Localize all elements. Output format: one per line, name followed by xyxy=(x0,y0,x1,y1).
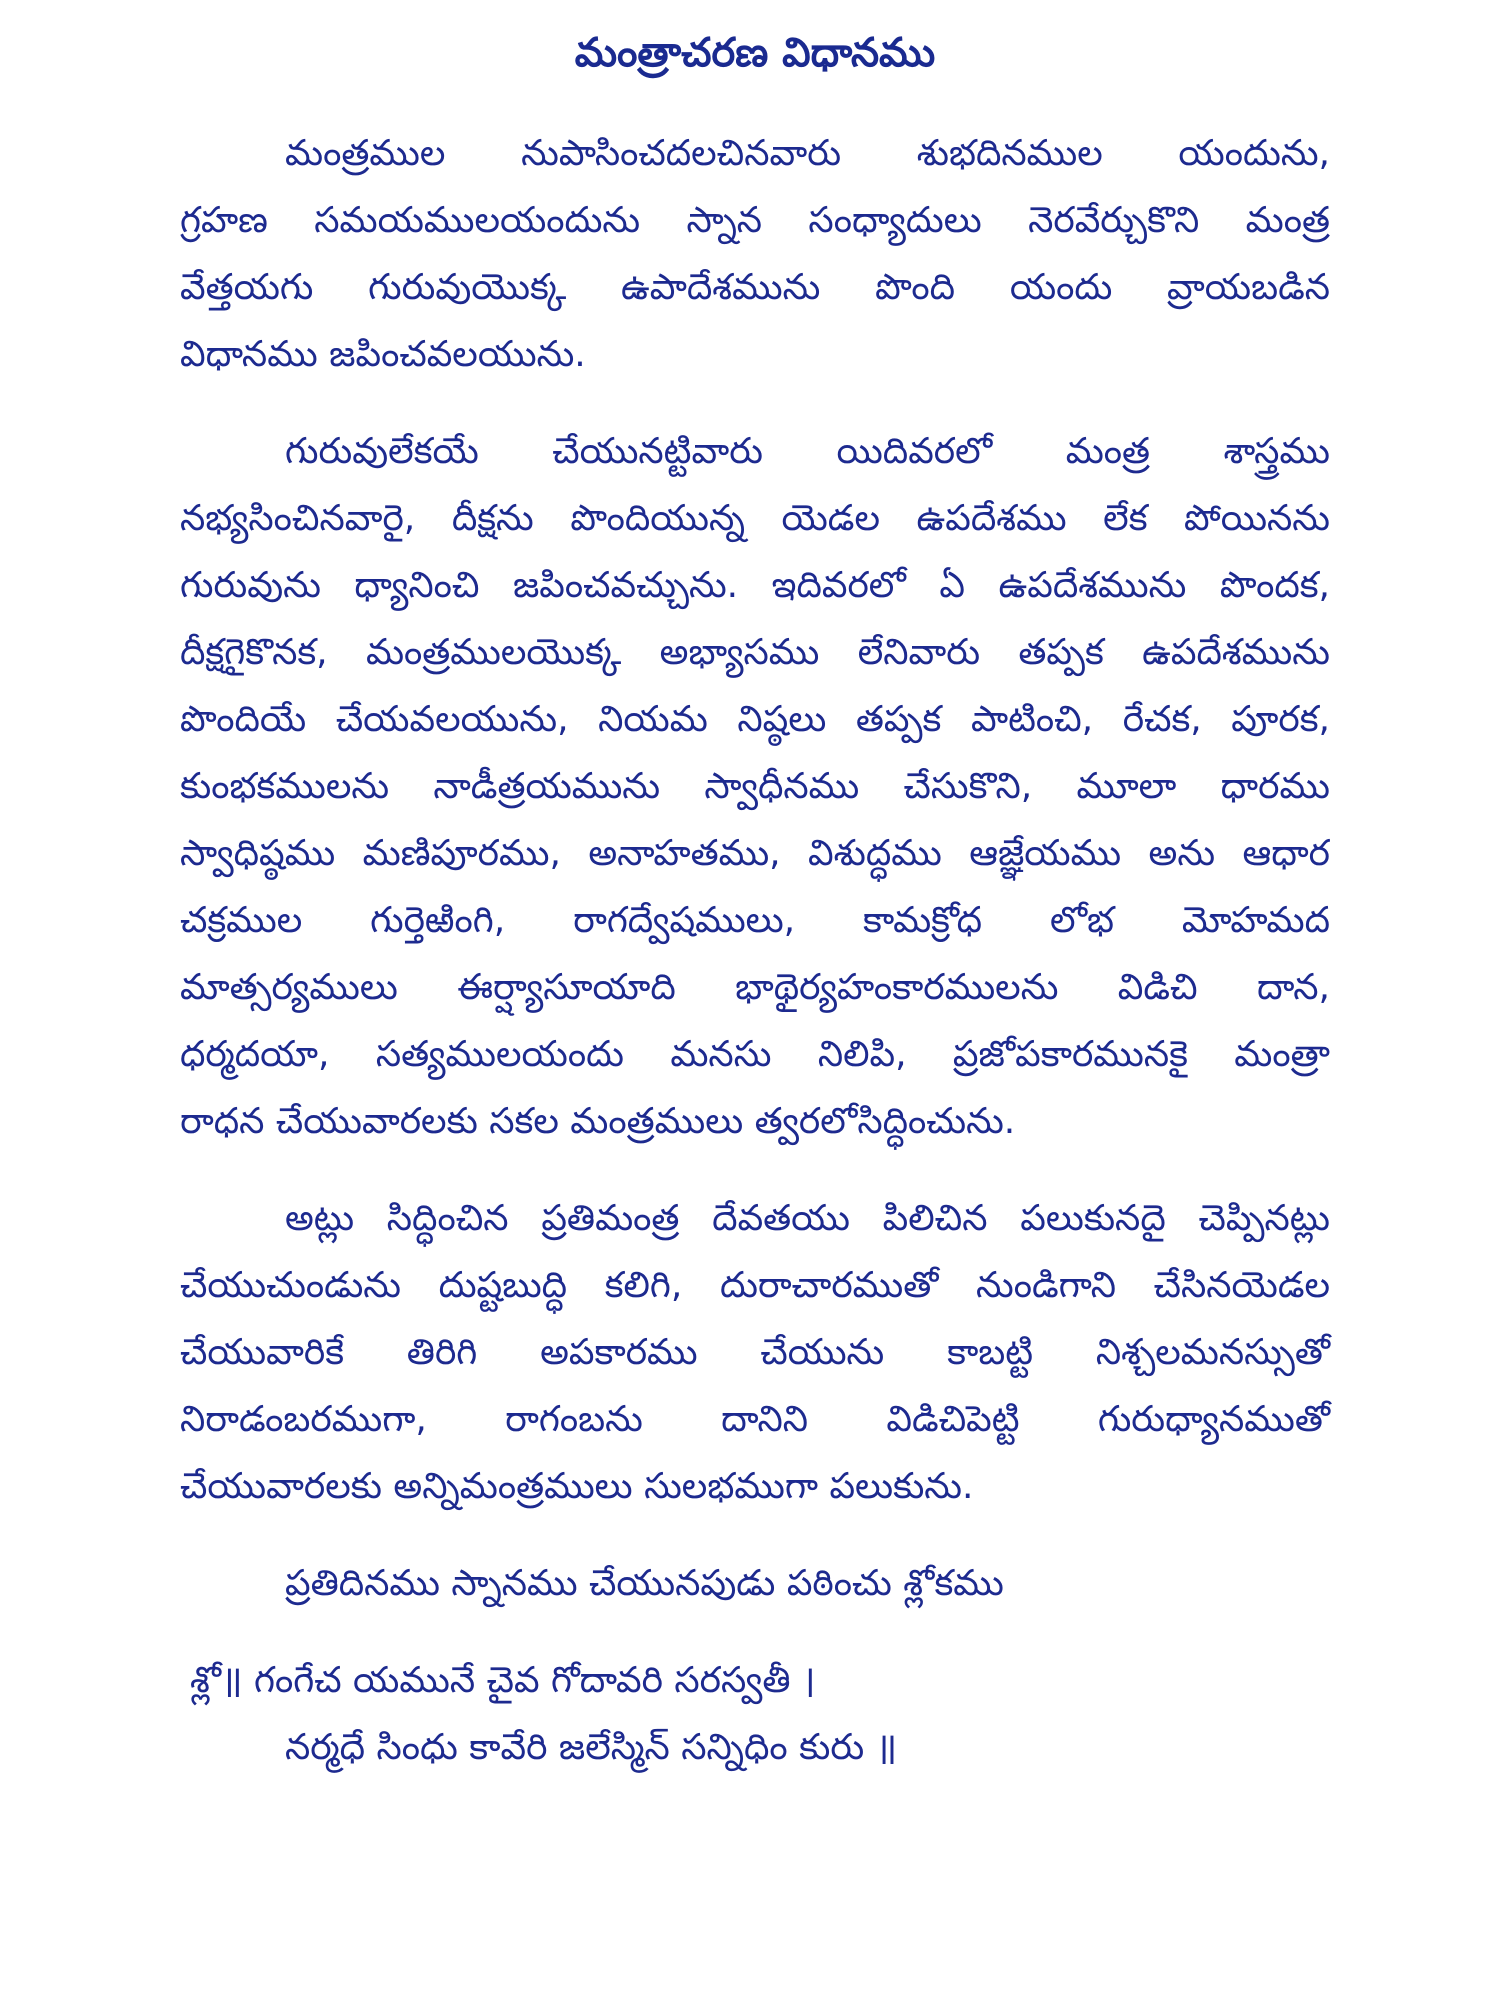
paragraph-line: చేయుచుండును దుష్టబుద్ధి కలిగి, దురాచారముతో నుండిగాని చేసినయెడల xyxy=(180,1265,1330,1306)
paragraph-line: ప్రతిదినము స్నానము చేయునపుడు పఠించు శ్లోకము xyxy=(285,1563,1004,1604)
sloka-verse xyxy=(180,1647,1330,1781)
paragraph-4 xyxy=(180,1550,1330,1617)
paragraph-line: విధానము జపించవలయును. xyxy=(180,334,586,375)
paragraph-line: చక్రముల గుర్తెఱింగి, రాగద్వేషములు, కామక్రోధ లోభ మోహమద xyxy=(180,900,1330,941)
paragraph-line: స్వాధిష్ఠము మణిపూరము, అనాహతము, విశుద్ధము ఆజ్ఞేయము అను ఆధార xyxy=(180,833,1330,874)
paragraph-line: మంత్రముల నుపాసించదలచినవారు శుభదినముల యందును, xyxy=(285,133,1330,174)
paragraph-line: చేయువారికే తిరిగి అపకారము చేయును కాబట్టి నిశ్చలమనస్సుతో xyxy=(180,1332,1330,1373)
paragraph-line: దీక్షగైకొనక, మంత్రములయొక్క అభ్యాసము లేనివారు తప్పక ఉపదేశమును xyxy=(180,632,1330,673)
paragraph-line: నిరాడంబరముగా, రాగంబను దానిని విడిచిపెట్టి గురుధ్యానముతో xyxy=(180,1399,1330,1440)
paragraph-line: పొందియే చేయవలయును, నియమ నిష్ఠలు తప్పక పాటించి, రేచక, పూరక, xyxy=(180,699,1330,740)
paragraph-1 xyxy=(180,120,1330,388)
paragraph-line: ధర్మదయా, సత్యములయందు మనసు నిలిపి, ప్రజోపకారమునకై మంత్రా xyxy=(180,1034,1330,1075)
paragraph-line: అట్లు సిద్ధించిన ప్రతిమంత్ర దేవతయు పిలిచిన పలుకునదై చెప్పినట్లు xyxy=(285,1198,1330,1239)
sloka-line-1: శ్లో॥ గంగేచ యమునే చైవ గోదావరి సరస్వతీ । xyxy=(190,1660,816,1701)
sloka-line-2: నర్మధే సింధు కావేరి జలేస్మిన్ సన్నిధిం కురు ॥ xyxy=(285,1727,898,1768)
paragraph-line: గురువును ధ్యానించి జపించవచ్చును. ఇదివరలో ఏ ఉపదేశమును పొందక, xyxy=(180,565,1330,606)
paragraph-line: కుంభకములను నాడీత్రయమును స్వాధీనము చేసుకొని, మూలా ధారము xyxy=(180,766,1330,807)
paragraph-line: గ్రహణ సమయములయందును స్నాన సంధ్యాదులు నెరవేర్చుకొని మంత్ర xyxy=(180,200,1330,241)
page-title: మంత్రాచరణ విధానము xyxy=(574,30,936,76)
paragraph-line: గురువులేకయే చేయునట్టివారు యిదివరలో మంత్ర శాస్త్రము xyxy=(285,431,1330,472)
paragraph-line: మాత్సర్యములు ఈర్ష్యాసూయాది భాథైర్యహంకారములను విడిచి దాన, xyxy=(180,967,1330,1008)
paragraph-line: చేయువారలకు అన్నిమంత్రములు సులభముగా పలుకును. xyxy=(180,1466,974,1507)
paragraph-line: రాధన చేయువారలకు సకల మంత్రములు త్వరలోసిద్ధించును. xyxy=(180,1101,1016,1142)
paragraph-line: నభ్యసించినవారై, దీక్షను పొందియున్న యెడల ఉపదేశము లేక పోయినను xyxy=(180,498,1330,539)
paragraph-2 xyxy=(180,418,1330,1155)
paragraph-3 xyxy=(180,1185,1330,1520)
document-page xyxy=(180,30,1330,1781)
paragraph-line: వేత్తయగు గురువుయొక్క ఉపాదేశమును పొంది యందు వ్రాయబడిన xyxy=(180,267,1330,308)
